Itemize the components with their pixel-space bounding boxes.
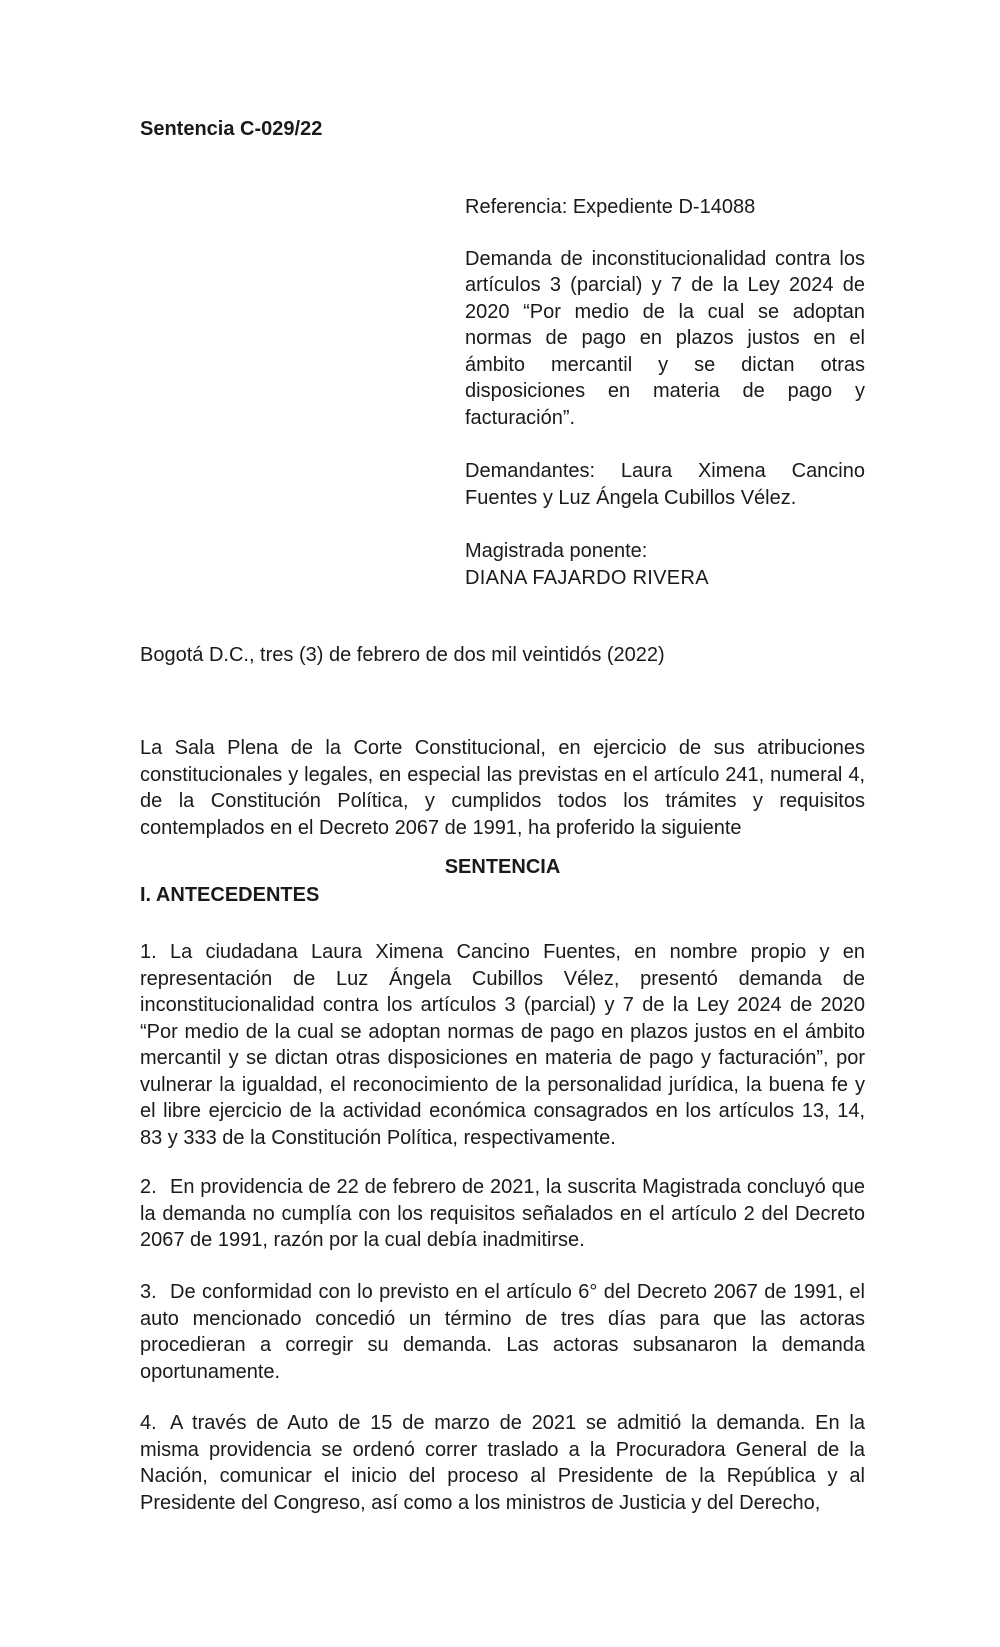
reference-block bbox=[465, 194, 865, 591]
numbered-paragraph-3 bbox=[140, 1279, 865, 1385]
paragraph-text: En providencia de 22 de febrero de 2021, la suscrita Magistrada concluyó que la demanda no cumplía con los requisitos señalados en el artículo 2 del Decreto 2067 de 1991, razón por la cual debía inadmitirse. bbox=[140, 1176, 865, 1251]
judge-label: Magistrada ponente: bbox=[465, 540, 648, 562]
numbered-paragraph-1 bbox=[140, 939, 865, 1151]
judge-name: DIANA FAJARDO RIVERA bbox=[465, 566, 709, 589]
intro-paragraph: La Sala Plena de la Corte Constitucional, en ejercicio de sus atribuciones constitucionales y legales, en especial las previstas en el artículo 241, numeral 4, de la Constitución Política, y cumplidos todos los trámites y requisitos contemplados en el Decreto 2067 de 1991, ha proferido la siguiente bbox=[140, 737, 865, 839]
reference-demand: Demanda de inconstitucionalidad contra los artículos 3 (parcial) y 7 de la Ley 2024 de 2020 “Por medio de la cual se adoptan normas de pago en plazos justos en el ámbito mercantil y se dictan otras disposiciones en materia de pago y facturación”. bbox=[465, 247, 865, 429]
numbered-paragraph-4 bbox=[140, 1410, 865, 1516]
antecedentes-heading: I. ANTECEDENTES bbox=[140, 884, 320, 906]
case-title: Sentencia C-029/22 bbox=[140, 118, 323, 140]
paragraph-number: 2. bbox=[140, 1176, 157, 1198]
paragraph-text: La ciudadana Laura Ximena Cancino Fuentes, en nombre propio y en representación de Luz Ángela Cubillos Vélez, presentó demanda de inconstitucionalidad contra los artículos 3 (parcial) y 7 de la Ley 2024 de 2020 “Por medio de la cual se adoptan normas de pago en plazos justos en el ámbito mercantil y se dictan otras disposiciones en materia de pago y facturación”, por vulnerar la igualdad, el reconocimiento de la personalidad jurídica, la buena fe y el libre ejercicio de la actividad económica consagrados en los artículos 13, 14, 83 y 333 de la Constitución Política, respectivamente. bbox=[140, 941, 865, 1149]
paragraph-text: De conformidad con lo previsto en el artículo 6° del Decreto 2067 de 1991, el auto mencionado concedió un término de tres días para que las actoras procedieran a corregir su demanda. Las actoras subsanaron la demanda oportunamente. bbox=[140, 1281, 865, 1383]
paragraph-number: 4. bbox=[140, 1412, 157, 1434]
paragraph-number: 3. bbox=[140, 1281, 157, 1303]
numbered-paragraph-2 bbox=[140, 1174, 865, 1254]
sentencia-heading: SENTENCIA bbox=[444, 856, 561, 878]
paragraph-text: A través de Auto de 15 de marzo de 2021 se admitió la demanda. En la misma providencia se ordenó correr traslado a la Procuradora General de la Nación, comunicar el inicio del proceso al Presidente de la República y al Presidente del Congreso, así como a los ministros de Justicia y del Derecho, bbox=[140, 1412, 865, 1514]
reference-plaintiffs: Demandantes: Laura Ximena Cancino Fuentes y Luz Ángela Cubillos Vélez. bbox=[465, 460, 865, 509]
place-date: Bogotá D.C., tres (3) de febrero de dos mil veintidós (2022) bbox=[140, 644, 665, 666]
reference-line: Referencia: Expediente D-14088 bbox=[465, 196, 756, 218]
paragraph-number: 1. bbox=[140, 941, 157, 963]
